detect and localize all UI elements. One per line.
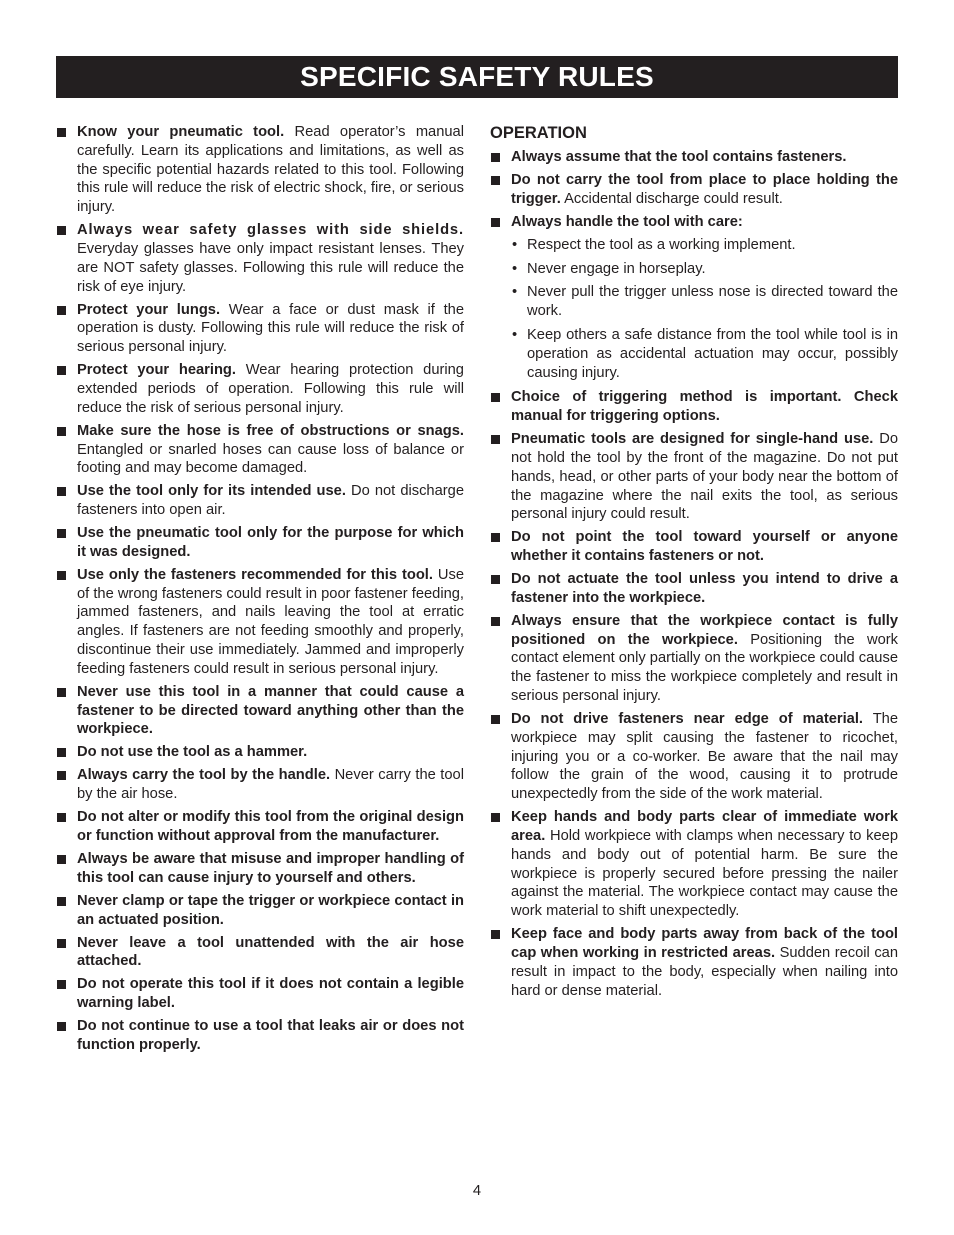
rule-item: Do not alter or modify this tool from the original design or function without approval from the manufacturer. (56, 808, 464, 846)
sub-bullet-list (490, 236, 898, 383)
rule-item: Always ensure that the workpiece contact is fully positioned on the workpiece. Positioning the work contact element only partially on the workpiece could cause the fastener to miss the workpiece completely and result in serious personal injury. (490, 612, 898, 706)
rule-item: Do not drive fasteners near edge of material. The workpiece may split causing the fastener to ricochet, injuring you or a co-worker. Be aware that the nail may follow the grain of the wood, causing it to protrude unexpectedly from the side of the work material. (490, 710, 898, 804)
rule-item: Use only the fasteners recommended for this tool. Use of the wrong fasteners could result in poor fastener feeding, jammed fasteners, and nails leaving the tool at erratic angles. If fasteners are not feeding smoothly and properly, discontinue their use immediately. Jammed and improperly feeding fasteners could result in serious personal injury. (56, 566, 464, 679)
rule-item: Keep face and body parts away from back of the tool cap when working in restricted areas. Sudden recoil can result in impact to the body, especially when nailing into hard or dense material. (490, 925, 898, 1000)
left-column (56, 123, 464, 1059)
operation-heading: OPERATION (490, 124, 587, 142)
rule-item: Always assume that the tool contains fasteners. (490, 148, 898, 167)
rule-item: Protect your hearing. Wear hearing protection during extended periods of operation. Following this rule will reduce the risk of serious personal injury. (56, 361, 464, 417)
rule-item: Do not operate this tool if it does not contain a legible warning label. (56, 975, 464, 1013)
rule-item: Always wear safety glasses with side shields. Everyday glasses have only impact resistant lenses. They are NOT safety glasses. Following this rule will reduce the risk of eye injury. (56, 221, 464, 296)
rule-item: Always handle the tool with care: (490, 213, 898, 232)
rule-item: Always be aware that misuse and improper handling of this tool can cause injury to yourself and others. (56, 850, 464, 888)
rule-item: Keep hands and body parts clear of immediate work area. Hold workpiece with clamps when necessary to keep hands and body out of potential harm. Be sure the workpiece is properly secured before pressing the nailer against the material. The workpiece contact may cause the work material to shift unexpectedly. (490, 808, 898, 921)
rule-item: Do not carry the tool from place to place holding the trigger. Accidental discharge could result. (490, 171, 898, 209)
rule-item: Never leave a tool unattended with the air hose attached. (56, 934, 464, 972)
page-title: SPECIFIC SAFETY RULES (56, 56, 898, 98)
rule-item: Never use this tool in a manner that could cause a fastener to be directed toward anything other than the workpiece. (56, 683, 464, 739)
rule-item: Pneumatic tools are designed for single-hand use. Do not hold the tool by the front of the magazine. Do not put hands, head, or other parts of your body near the bottom of the magazine where the nail exits the tool, as serious personal injury could result. (490, 430, 898, 524)
rule-item: Do not use the tool as a hammer. (56, 743, 464, 762)
rule-item: Do not point the tool toward yourself or anyone whether it contains fasteners or not. (490, 528, 898, 566)
rule-item: Never clamp or tape the trigger or workpiece contact in an actuated position. (56, 892, 464, 930)
rule-item: Know your pneumatic tool. Read operator’s manual carefully. Learn its applications and limitations, as well as the specific potential hazards related to this tool. Following this rule will reduce the risk of electric shock, fire, or serious injury. (56, 123, 464, 217)
sub-bullet-item: • Respect the tool as a working implement. (511, 236, 898, 255)
sub-bullet-item: • Keep others a safe distance from the tool while tool is in operation as accidental actuation may occur, possibly causing injury. (511, 326, 898, 382)
page-number: 4 (472, 1183, 482, 1199)
rule-item: Do not actuate the tool unless you intend to drive a fastener into the workpiece. (490, 570, 898, 608)
sub-bullet-item: • Never engage in horseplay. (511, 260, 898, 279)
right-column (490, 123, 898, 1005)
rule-item: Always carry the tool by the handle. Never carry the tool by the air hose. (56, 766, 464, 804)
rule-item: Choice of triggering method is important. Check manual for triggering options. (490, 388, 898, 426)
rule-item: Protect your lungs. Wear a face or dust mask if the operation is dusty. Following this rule will reduce the risk of serious personal injury. (56, 301, 464, 357)
rule-item: Use the tool only for its intended use. Do not discharge fasteners into open air. (56, 482, 464, 520)
rule-item: Do not continue to use a tool that leaks air or does not function properly. (56, 1017, 464, 1055)
rule-item: Use the pneumatic tool only for the purpose for which it was designed. (56, 524, 464, 562)
sub-bullet-item: • Never pull the trigger unless nose is directed toward the work. (511, 283, 898, 321)
rule-item: Make sure the hose is free of obstructions or snags. Entangled or snarled hoses can cause loss of balance or footing and may become damaged. (56, 422, 464, 478)
